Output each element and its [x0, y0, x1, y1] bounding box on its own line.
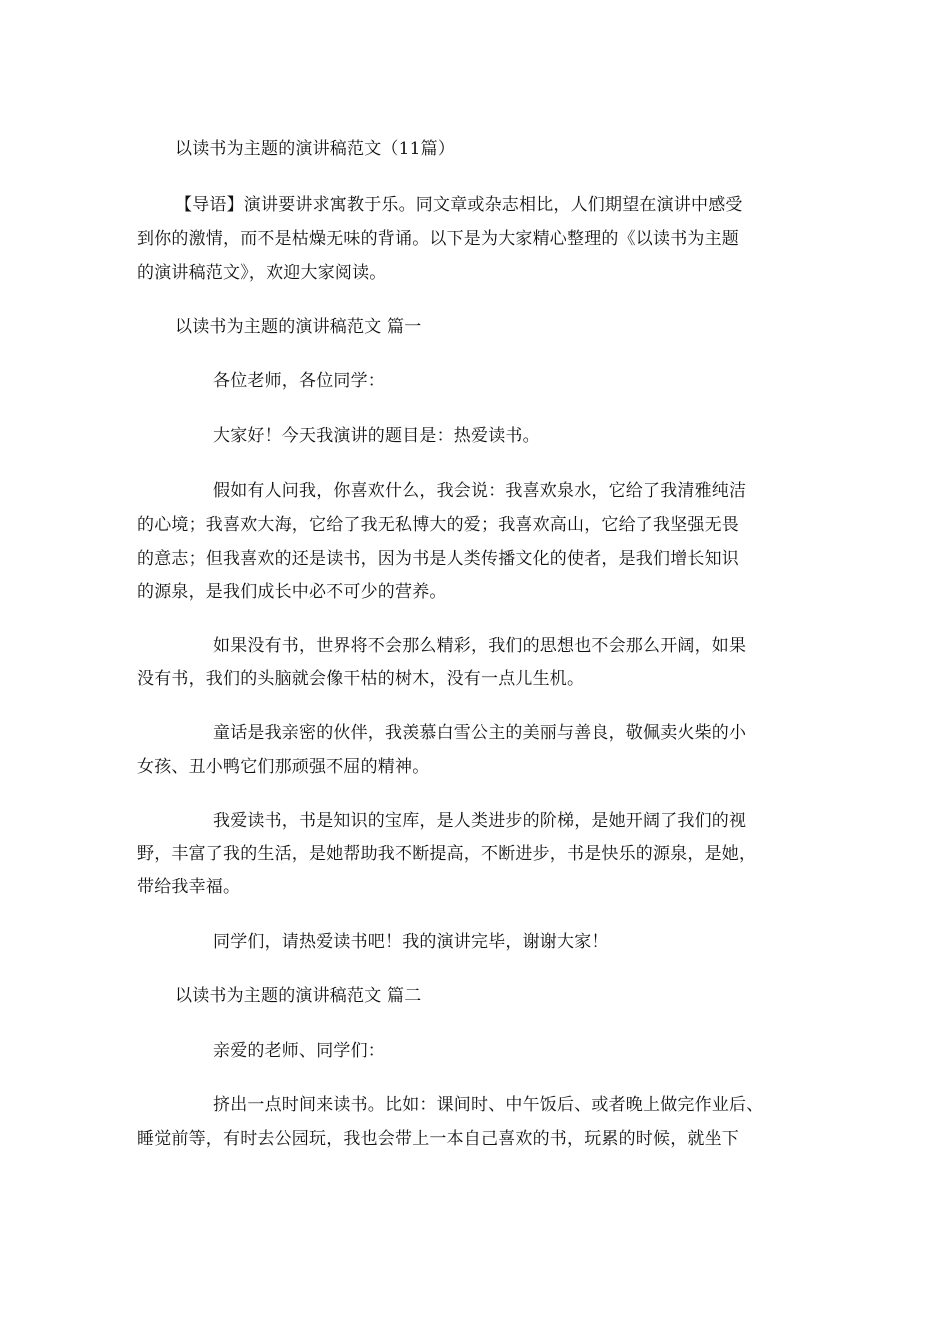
section1-paragraph-4-line-1: 童话是我亲密的伙伴，我羡慕白雪公主的美丽与善良，敬佩卖火柴的小 — [213, 723, 747, 743]
section2-greeting: 亲爱的老师、同学们： — [213, 1041, 385, 1061]
section1-paragraph-5-line-2: 野，丰富了我的生活，是她帮助我不断提高，不断进步，书是快乐的源泉，是她， — [137, 844, 757, 864]
section1-heading: 以读书为主题的演讲稿范文 篇一 — [175, 317, 422, 337]
section1-paragraph-5-line-1: 我爱读书，书是知识的宝库，是人类进步的阶梯，是她开阔了我们的视 — [213, 811, 747, 831]
section1-paragraph-1: 大家好！今天我演讲的题目是：热爱读书。 — [213, 426, 540, 446]
section1-paragraph-4-line-2: 女孩、丑小鸭它们那顽强不屈的精神。 — [137, 757, 430, 777]
intro-line-1: 【导语】演讲要讲求寓教于乐。同文章或杂志相比，人们期望在演讲中感受 — [175, 195, 743, 215]
section2-heading: 以读书为主题的演讲稿范文 篇二 — [175, 986, 422, 1006]
section1-paragraph-6: 同学们，请热爱读书吧！我的演讲完毕，谢谢大家！ — [213, 932, 609, 952]
section1-paragraph-2-line-4: 的源泉，是我们成长中必不可少的营养。 — [137, 582, 447, 602]
section1-paragraph-2-line-1: 假如有人问我，你喜欢什么，我会说：我喜欢泉水，它给了我清雅纯洁 — [213, 481, 747, 501]
section1-paragraph-3-line-1: 如果没有书，世界将不会那么精彩，我们的思想也不会那么开阔，如果 — [213, 636, 747, 656]
section2-paragraph-1-line-2: 睡觉前等，有时去公园玩，我也会带上一本自己喜欢的书，玩累的时候，就坐下 — [137, 1129, 739, 1149]
intro-line-3: 的演讲稿范文》，欢迎大家阅读。 — [137, 263, 387, 283]
section1-greeting: 各位老师，各位同学： — [213, 371, 385, 391]
intro-line-2: 到你的激情，而不是枯燥无味的背诵。以下是为大家精心整理的《以读书为主题 — [137, 229, 739, 249]
section2-paragraph-1-line-1: 挤出一点时间来读书。比如：课间时、中午饭后、或者晚上做完作业后、 — [213, 1095, 764, 1115]
section1-paragraph-3-line-2: 没有书，我们的头脑就会像干枯的树木，没有一点儿生机。 — [137, 669, 585, 689]
document-title: 以读书为主题的演讲稿范文（11篇） — [175, 139, 456, 159]
section1-paragraph-2-line-2: 的心境；我喜欢大海，它给了我无私博大的爱；我喜欢高山，它给了我坚强无畏 — [137, 515, 739, 535]
section1-paragraph-2-line-3: 的意志；但我喜欢的还是读书，因为书是人类传播文化的使者，是我们增长知识 — [137, 549, 739, 569]
section1-paragraph-5-line-3: 带给我幸福。 — [137, 877, 241, 897]
